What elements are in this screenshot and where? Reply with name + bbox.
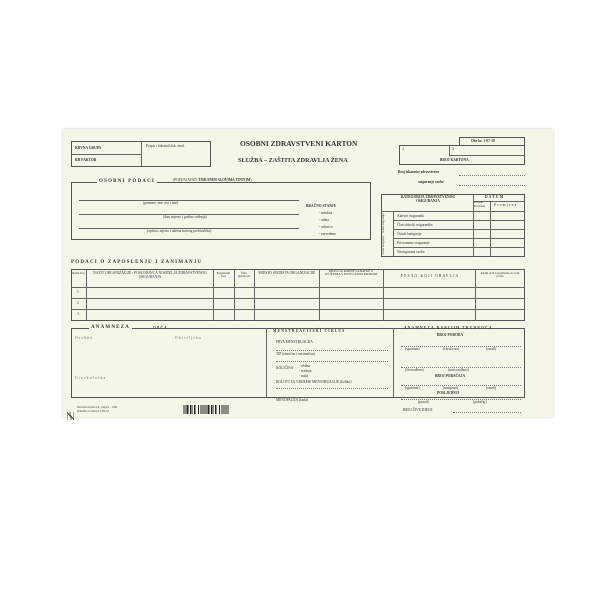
medical-record-form	[63, 129, 553, 417]
emp-col-2: Registarski broj	[216, 271, 231, 278]
gynecological-label: Ginekološka	[75, 376, 107, 380]
abortions-label: BROJ POBAČAJA	[435, 374, 466, 378]
pain-label: BOLOVI ZA VRIJEME MENSTRUACIJE (koliko)	[276, 380, 352, 384]
quantity-opt-0: - obilna	[299, 364, 311, 368]
quantity-opt-1: - srednja	[299, 369, 312, 373]
form-title: OSOBNI ZDRAVSTVENI KARTON	[240, 139, 358, 148]
card-number-label: BROJ KARTONA	[440, 158, 469, 162]
marital-status-title: BRAČNO STANJE	[306, 204, 336, 208]
marital-option-2: - udovica	[319, 225, 333, 229]
barcode	[183, 405, 229, 414]
form-code: Obr br. 1-07-10	[471, 139, 495, 143]
category-side-top: Stalno osiguranje	[382, 213, 385, 233]
emp-row-2: 2	[77, 301, 79, 305]
living-children: BROJ ŽIVE DJECE	[403, 408, 433, 412]
emp-row-3: 3	[77, 312, 79, 316]
quantity-label: KOLIČINA	[276, 366, 294, 370]
emp-col-6: POSAO KOJI OBAVLJA	[400, 274, 460, 278]
menstrual-heading: MENSTRUACIJSKI CIKLUS	[273, 329, 346, 333]
marital-option-3: - razvedena	[319, 232, 336, 236]
marital-option-0: - neudata	[319, 211, 333, 215]
general-label: OPĆA	[153, 326, 168, 330]
family-history-label: Obiteljska	[175, 336, 202, 340]
births-other: (ostali)	[486, 347, 497, 351]
marital-option-1: - udata	[319, 218, 329, 222]
date-header: DATUM	[485, 195, 505, 199]
emp-col-7: Radni staž u godinama na tom poslu	[480, 271, 520, 279]
end-header: Prestanak	[474, 205, 485, 208]
signature-label: Potpis i faksimil dok. med.	[146, 144, 185, 148]
category-row-0: Aktivni osiguranik	[397, 214, 425, 218]
category-row-4: Neosigurana osoba	[397, 250, 425, 254]
category-side-bottom: Ostale kategorije	[382, 235, 385, 255]
insurance-category-title: KATEGORIJA ZDRAVSTVENOG OSIGURANJA	[400, 195, 456, 203]
publisher-logo	[67, 407, 74, 415]
address-field-label: (općina, mjesto i adresa stalnog prebivališta)	[147, 229, 212, 233]
emp-col-0: Redni broj	[72, 271, 85, 275]
category-row-2: Ostale kategorije	[397, 232, 422, 236]
personal-history-label: Osobna	[75, 336, 94, 340]
insurance-card-label: Broj iskaznice zdravstvene	[398, 170, 440, 174]
births-spont: (spontani)	[405, 347, 420, 351]
last-birth: (porod)	[418, 400, 429, 404]
live-born: (živorođeno)	[405, 368, 424, 372]
emp-row-1: 1	[77, 290, 79, 294]
last-abortion: (pobačaj)	[473, 400, 487, 404]
birthdate-field-label: (dan, mjesec i godina rođenja)	[163, 215, 207, 219]
name-field-label: (prezime, ime oca i ime)	[143, 201, 179, 205]
change-header: Promjena	[494, 203, 518, 207]
personal-data-note: (POPUNJAVATI TISKANIM SLOVIMA TINTOM)	[173, 178, 252, 182]
abort-spont: (spontani)	[405, 386, 420, 390]
emp-col-5-visible: OBAVLJA RADNE ZADATKE U UVJETIMA S POVEĆANIM RIZIKOM	[324, 269, 378, 277]
menopause-label: MENOPAUZA (kada)	[276, 398, 309, 402]
category-row-3: Privremeno osiguranje	[397, 241, 430, 245]
category-row-1: Član obitelji osiguranika	[397, 223, 433, 227]
form-subtitle: SLUŽBA – ZAŠTITA ZDRAVLJA ŽENA	[238, 157, 348, 164]
publisher-text: Narodne novine d.d., Zagreb - 1108	[77, 406, 117, 409]
rh-factor-label: RH FAKTOR	[75, 158, 97, 162]
first-menstruation: PRVA MENSTRUACIJA	[276, 340, 313, 344]
pregnancies-heading: ANAMNEZA RANIJIH TRUDNOĆA	[404, 326, 493, 330]
anamnesis-heading: ANAMNEZA	[91, 325, 131, 330]
start-header: Početak	[474, 201, 483, 204]
abort-intent: (namjerni)	[443, 386, 459, 390]
quantity-opt-2: - mala	[299, 374, 309, 378]
blood-group-label: KRVNA GRUPA	[75, 146, 102, 150]
order-text: Odredba za nabava: 1-09-10	[77, 410, 109, 413]
card-num-1: 1	[402, 146, 405, 151]
employment-heading: PODACI O ZAPOSLENJU I ZANIMANJU	[71, 260, 203, 265]
births-label: BROJ PORODA	[437, 333, 464, 337]
emp-col-3: Šifra djelatnosti	[237, 271, 251, 278]
personal-data-heading: OSOBNI PODACI	[99, 179, 156, 184]
insured-person-label: osiguranje osobe	[418, 180, 444, 184]
emp-col-1: NAZIV ORGANIZACIJE - POSLODAVCA NOSITELJA ZDRAVSTVENOG OSIGURANJA	[93, 271, 207, 279]
still-born: (mrtvorođeno)	[448, 368, 469, 372]
births-caesar: (carski rez)	[443, 347, 460, 351]
last-label: POSLJEDNJI	[437, 391, 459, 395]
publisher-logo-icon	[67, 412, 74, 420]
cycle-type: TIP (ritmičan i neritmičan)	[276, 352, 315, 356]
abort-other: (ostali)	[486, 386, 497, 390]
card-num-2: 2	[452, 146, 455, 151]
emp-col-4: MJESTO SJEDIŠTA ORGANIZACIJE	[258, 271, 316, 275]
